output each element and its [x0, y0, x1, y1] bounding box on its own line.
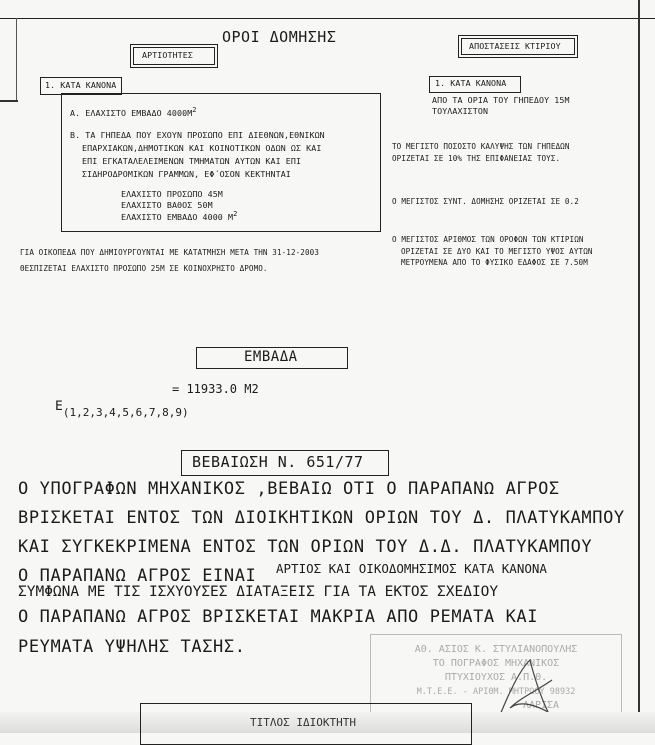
area-symbol-letter: Ε [55, 399, 63, 414]
artiotites-label: ΑΡΤΙΟΤΗΤΕΣ [142, 50, 193, 60]
area-symbol [55, 399, 189, 419]
certificate-line-6: Ο ΠΑΡΑΠΑΝΩ ΑΓΡΟΣ ΒΡΙΣΚΕΤΑΙ ΜΑΚΡΙΑ ΑΠΟ ΡΕΜΑΤΑ ΚΑΙ [18, 607, 539, 627]
min-area-text: ΕΛΑΧΙΣΤΟ ΕΜΒΑΔΟ 4000 Μ [121, 211, 234, 222]
page-title: ΟΡΟΙ ΔΟΜΗΣΗΣ [222, 28, 337, 46]
stamp-line-4: Μ.Τ.Ε.Ε. - ΑΡΙΘΜ. ΜΗΤΡΩΟΥ 98932 [416, 687, 576, 697]
coverage-line-2: ΟΡΙΖΕΤΑΙ ΣΕ 10% ΤΗΣ ΕΠΙΦΑΝΕΙΑΣ ΤΟΥΣ. [392, 154, 561, 163]
item-b-line-2: ΕΠΑΡΧΙΑΚΩΝ,ΔΗΜΟΤΙΚΩΝ ΚΑΙ ΚΟΙΝΟΤΙΚΩΝ ΟΔΩΝ ΩΣ ΚΑΙ [82, 143, 322, 153]
owner-title-partial: ΤΙΤΛΟΣ ΙΔΙΟΚΤΗΤΗ [250, 716, 356, 729]
certificate-line-4b: ΑΡΤΙΟΣ ΚΑΙ ΟΙΚΟΔΟΜΗΣΙΜΟΣ ΚΑΤΑ ΚΑΝΟΝΑ [276, 561, 547, 576]
certificate-line-2: ΒΡΙΣΚΕΤΑΙ ΕΝΤΟΣ ΤΩΝ ΔΙΟΙΚΗΤΙΚΩΝ ΟΡΙΩΝ ΤΟΥ Δ. ΠΛΑΤΥΚΑΜΠΟΥ [18, 508, 625, 528]
frame-top-border [0, 0, 655, 19]
frame-left-line [16, 18, 17, 102]
coverage-line-1: ΤΟ ΜΕΓΙΣΤΟ ΠΟΣΟΣΤΟ ΚΑΛΥΨΗΣ ΤΩΝ ΓΗΠΕΔΩΝ [392, 142, 570, 151]
right-rule-label: 1. ΚΑΤΑ ΚΑΝΟΝΑ [435, 78, 507, 88]
certificate-line-1: Ο ΥΠΟΓΡΑΦΩΝ ΜΗΧΑΝΙΚΟΣ ,ΒΕΒΑΙΩ ΟΤΙ Ο ΠΑΡΑΠΑΝΩ ΑΓΡΟΣ [18, 479, 560, 499]
subdivision-note-2: ΘΕΣΠΙΖΕΤΑΙ ΕΛΑΧΙΣΤΟ ΠΡΟΣΩΠΟ 25Μ ΣΕ ΚΟΙΝΟΧΡΗΣΤΟ ΔΡΟΜΟ. [20, 264, 268, 273]
min-area-item [70, 107, 197, 117]
signature-stroke [498, 660, 552, 720]
item-b-line-1: Β. ΤΑ ΓΗΠΕΔΑ ΠΟΥ ΕΧΟΥΝ ΠΡΟΣΩΠΟ ΕΠΙ ΔΙΕΘΝΩΝ,ΕΘΝΙΚΩΝ [70, 130, 325, 140]
area-symbol-subscript: (1,2,3,4,5,6,7,8,9) [62, 406, 189, 419]
subdivision-note-1: ΓΙΑ ΟΙΚΟΠΕΔΑ ΠΟΥ ΔΗΜΙΟΥΡΓΟΥΝΤΑΙ ΜΕ ΚΑΤΑΤΜΗΣΗ ΜΕΤΑ ΤΗΝ 31-12-2003 [20, 248, 319, 257]
min-area-sup: 2 [233, 210, 238, 218]
stamp-line-3: ΠΤΥΧΙΟΥΧΟΣ Α.Π.Θ. [444, 672, 548, 683]
stamp-line-1: ΑΘ. ΑΣΙΟΣ Κ. ΣΤΥΛΙΑΝΟΠΟΥΛΗΣ [414, 644, 578, 655]
stamp-line-2: ΤΟ ΠΟΓΡΑΦΟΣ ΜΗΧΑΝΙΚΟΣ [432, 658, 560, 669]
left-rule-label: 1. ΚΑΤΑ ΚΑΝΟΝΑ [45, 80, 117, 90]
area-value: = 11933.0 Μ2 [172, 382, 259, 396]
certificate-line-5: ΣΥΜΦΩΝΑ ΜΕ ΤΙΣ ΙΣΧΥΟΥΣΕΣ ΔΙΑΤΑΞΕΙΣ ΓΙΑ ΤΑ ΕΚΤΟΣ ΣΧΕΔΙΟΥ [18, 584, 499, 600]
item-b-line-3: ΕΠΙ ΕΓΚΑΤΑΛΕΛΕΙΜΕΝΩΝ ΤΜΗΜΑΤΩΝ ΑΥΤΩΝ ΚΑΙ ΕΠΙ [82, 156, 302, 166]
frame-right-border [638, 0, 640, 733]
apostaseis-label: ΑΠΟΣΤΑΣΕΙΣ ΚΤΙΡΙΟΥ [469, 41, 561, 51]
distance-line-1: ΑΠΟ ΤΑ ΟΡΙΑ ΤΟΥ ΓΗΠΕΔΟΥ 15Μ [432, 95, 570, 105]
item-b-line-4: ΣΙΔΗΡΟΔΡΟΜΙΚΩΝ ΓΡΑΜΜΩΝ, ΕΦ΄ΟΣΟΝ ΚΕΚΤΗΝΤΑΙ [82, 169, 291, 179]
floors-line-3: ΜΕΤΡΟΥΜΕΝΑ ΑΠΟ ΤΟ ΦΥΣΙΚΟ ΕΔΑΦΟΣ ΣΕ 7.50Μ [401, 258, 588, 267]
areas-title: ΕΜΒΑΔΑ [244, 349, 298, 365]
frame-left-tick [0, 100, 18, 102]
min-depth: ΕΛΑΧΙΣΤΟ ΒΑΘΟΣ 50Μ [121, 200, 213, 210]
certificate-title: ΒΕΒΑΙΩΣΗ Ν. 651/77 [192, 453, 364, 471]
floors-line-1: Ο ΜΕΓΙΣΤΟΣ ΑΡΙΘΜΟΣ ΤΩΝ ΟΡΟΦΩΝ ΤΩΝ ΚΤΙΡΙΩΝ [392, 235, 584, 244]
distance-line-2: ΤΟΥΛΑΧΙΣΤΟΝ [432, 106, 489, 116]
certificate-line-4a: Ο ΠΑΡΑΠΑΝΩ ΑΓΡΟΣ ΕΙΝΑΙ [18, 566, 257, 586]
building-ratio: Ο ΜΕΓΙΣΤΟΣ ΣΥΝΤ. ΔΟΜΗΣΗΣ ΟΡΙΖΕΤΑΙ ΣΕ 0.2 [392, 197, 579, 206]
certificate-line-3: ΚΑΙ ΣΥΓΚΕΚΡΙΜΕΝΑ ΕΝΤΟΣ ΤΩΝ ΟΡΙΩΝ ΤΟΥ Δ.Δ. ΠΛΑΤΥΚΑΜΠΟΥ [18, 537, 593, 557]
floors-line-2: ΟΡΙΖΕΤΑΙ ΣΕ ΔΥΟ ΚΑΙ ΤΟ ΜΕΓΙΣΤΟ ΥΨΟΣ ΑΥΤΩΝ [401, 247, 593, 256]
min-area-item-sup: 2 [192, 106, 197, 114]
min-area-item-text: Α. ΕΛΑΧΙΣΤΟ ΕΜΒΑΔΟ 4000Μ [70, 107, 193, 118]
certificate-line-7: ΡΕΥΜΑΤΑ ΥΨΗΛΗΣ ΤΑΣΗΣ. [18, 637, 246, 657]
min-frontage: ΕΛΑΧΙΣΤΟ ΠΡΟΣΩΠΟ 45Μ [121, 189, 223, 199]
stamp-line-5: ΛΑΡΙΣΑ [522, 700, 560, 711]
min-area [121, 211, 237, 221]
